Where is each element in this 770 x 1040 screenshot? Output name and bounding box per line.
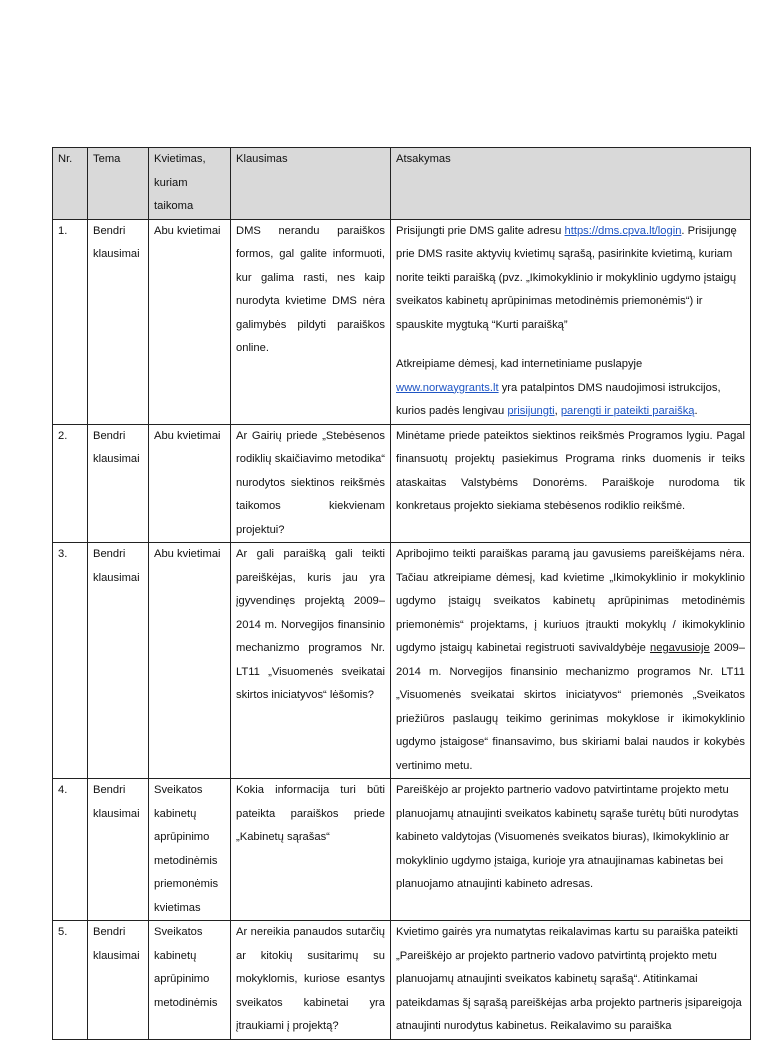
- submit-instructions-link[interactable]: parengti ir pateikti paraišką: [560, 405, 695, 417]
- table-row: [53, 921, 751, 1040]
- cell-tema: Bendri klausimai: [88, 779, 149, 921]
- answer-text: Apribojimo teikti paraiškas paramą jau gavusiems pareiškėjams nėra. Tačiau atkreipiame dėmesį, kad kvietime „Ikimokyklinio ir mokyklinio ugdymo įstaigų sveikatos kabinetų aprūpinimas metodinėmis priemonėmis“ projektams, į kuriuos įtraukti mokyklų / ikimokyklinio ugdymo įstaigų kabinetai registruoti savivaldybėje: [396, 548, 745, 654]
- table-row: [53, 543, 751, 779]
- cell-tema: Bendri klausimai: [88, 543, 149, 779]
- answer-text: ,: [554, 405, 561, 417]
- answer-text: Atkreipiame dėmesį, kad internetiniame puslapyje: [396, 358, 643, 370]
- cell-klausimas: DMS nerandu paraiškos formos, gal galite informuoti, kur galima rasti, nes kaip nurodyta kvietime DMS nėra galimybės pildyti paraiškos online.: [231, 219, 391, 424]
- cell-atsakymas: Pareiškėjo ar projekto partnerio vadovo patvirtintame projekto metu planuojamų atnaujinti sveikatos kabinetų sąraše turėtų būti nurodytas kabineto valdytojas (Visuomenės sveikatos biuras), Ikimokyklinio ar mokyklinio ugdymo įstaiga, kurioje yra atnaujinamas kabinetas bei planuojamo atnaujinti kabineto adresas.: [391, 779, 751, 921]
- underlined-word: negavusioje: [650, 642, 710, 654]
- header-klausimas: Klausimas: [231, 148, 391, 220]
- answer-text: 2009–2014 m. Norvegijos finansinio mechanizmo programos Nr. LT11 „Visuomenės sveikatai skirtos iniciatyvos“ priemonės „Sveikatos priežiūros paslaugų teikimo gerinimas mokyklose ir ikimokyklinio ugdymo įstaigose“ finansavimo, bus skiriami balai naudos ir kokybės vertinimo metu.: [396, 642, 746, 772]
- header-atsakymas: Atsakymas: [391, 148, 751, 220]
- cell-kvietimas: Abu kvietimai: [149, 424, 231, 543]
- cell-klausimas: Kokia informacija turi būti pateikta paraiškos priede „Kabinetų sąrašas“: [231, 779, 391, 921]
- table-row: [53, 219, 751, 424]
- answer-text: Prisijungti prie DMS galite adresu: [396, 224, 565, 237]
- faq-table: [52, 147, 751, 1040]
- cell-kvietimas: Sveikatos kabinetų aprūpinimo metodinėmis priemonėmis kvietimas: [149, 779, 231, 921]
- cell-nr: 5.: [53, 921, 88, 1040]
- cell-klausimas: Ar nereikia panaudos sutarčių ar kitokių susitarimų su mokyklomis, kuriose esantys sveikatos kabinetai yra įtraukiami į projektą?: [231, 921, 391, 1040]
- header-tema: Tema: [88, 148, 149, 220]
- cell-kvietimas: Sveikatos kabinetų aprūpinimo metodinėmis: [149, 921, 231, 1040]
- cell-kvietimas: Abu kvietimai: [149, 543, 231, 779]
- header-nr: Nr.: [53, 148, 88, 220]
- dms-login-link[interactable]: https://dms.cpva.lt/login: [564, 224, 682, 237]
- cell-nr: 3.: [53, 543, 88, 779]
- answer-text: yra patalpintos DMS naudojimosi istrukcijos, kurios padės lengivau: [396, 381, 721, 417]
- header-kvietimas: Kvietimas, kuriam taikoma: [149, 148, 231, 220]
- cell-tema: Bendri klausimai: [88, 424, 149, 543]
- answer-paragraph: [396, 220, 745, 338]
- cell-atsakymas: [391, 543, 751, 779]
- login-instructions-link[interactable]: prisijungti: [507, 405, 555, 417]
- cell-klausimas: Ar Gairių priede „Stebėsenos rodiklių skaičiavimo metodika“ nurodytos siektinos reikšmės taikomos kiekvienam projektui?: [231, 424, 391, 543]
- answer-paragraph: [396, 353, 745, 424]
- table-header-row: [53, 148, 751, 220]
- cell-nr: 1.: [53, 219, 88, 424]
- cell-atsakymas: Kvietimo gairės yra numatytas reikalavimas kartu su paraiška pateikti „Pareiškėjo ar projekto partnerio vadovo patvirtintą projekto metu planuojamų atnaujinti sveikatos kabinetų sąrašą“. Atitinkamai pateikdamas šį sąrašą pareiškėjas arba projekto partneris įsipareigoja atnaujinti nurodytus kabinetus. Reikalavimo su paraiška: [391, 921, 751, 1040]
- table-row: [53, 779, 751, 921]
- table-row: [53, 424, 751, 543]
- cell-klausimas: Ar gali paraišką gali teikti pareiškėjas, kuris jau yra įgyvendinęs projektą 2009–2014 m. Norvegijos finansinio mechanizmo programos Nr. LT11 „Visuomenės sveikatai skirtos iniciatyvos“ lėšomis?: [231, 543, 391, 779]
- norwaygrants-link[interactable]: www.norwaygrants.lt: [396, 381, 499, 394]
- cell-nr: 4.: [53, 779, 88, 921]
- cell-atsakymas: [391, 219, 751, 424]
- cell-atsakymas: Minėtame priede pateiktos siektinos reikšmės Programos lygiu. Pagal finansuotų projektų pasiekimus Programa rinks duomenis ir teiks ataskaitas Valstybėms Donorėms. Paraiškoje nurodoma tik konkretaus projekto siekiama stebėsenos rodiklio reikšmė.: [391, 424, 751, 543]
- cell-kvietimas: Abu kvietimai: [149, 219, 231, 424]
- answer-text: .: [694, 405, 698, 417]
- answer-text: . Prisijungę prie DMS rasite aktyvių kvietimų sąrašą, pasirinkite kvietimą, kuriam norite teikti paraišką (pvz. „Ikimokyklinio ir mokyklinio ugdymo įstaigų sveikatos kabinetų aprūpinimas metodinėmis priemonėmis“) ir spauskite mygtuką “Kurti paraišką”: [396, 224, 737, 331]
- cell-tema: Bendri klausimai: [88, 219, 149, 424]
- cell-tema: Bendri klausimai: [88, 921, 149, 1040]
- cell-nr: 2.: [53, 424, 88, 543]
